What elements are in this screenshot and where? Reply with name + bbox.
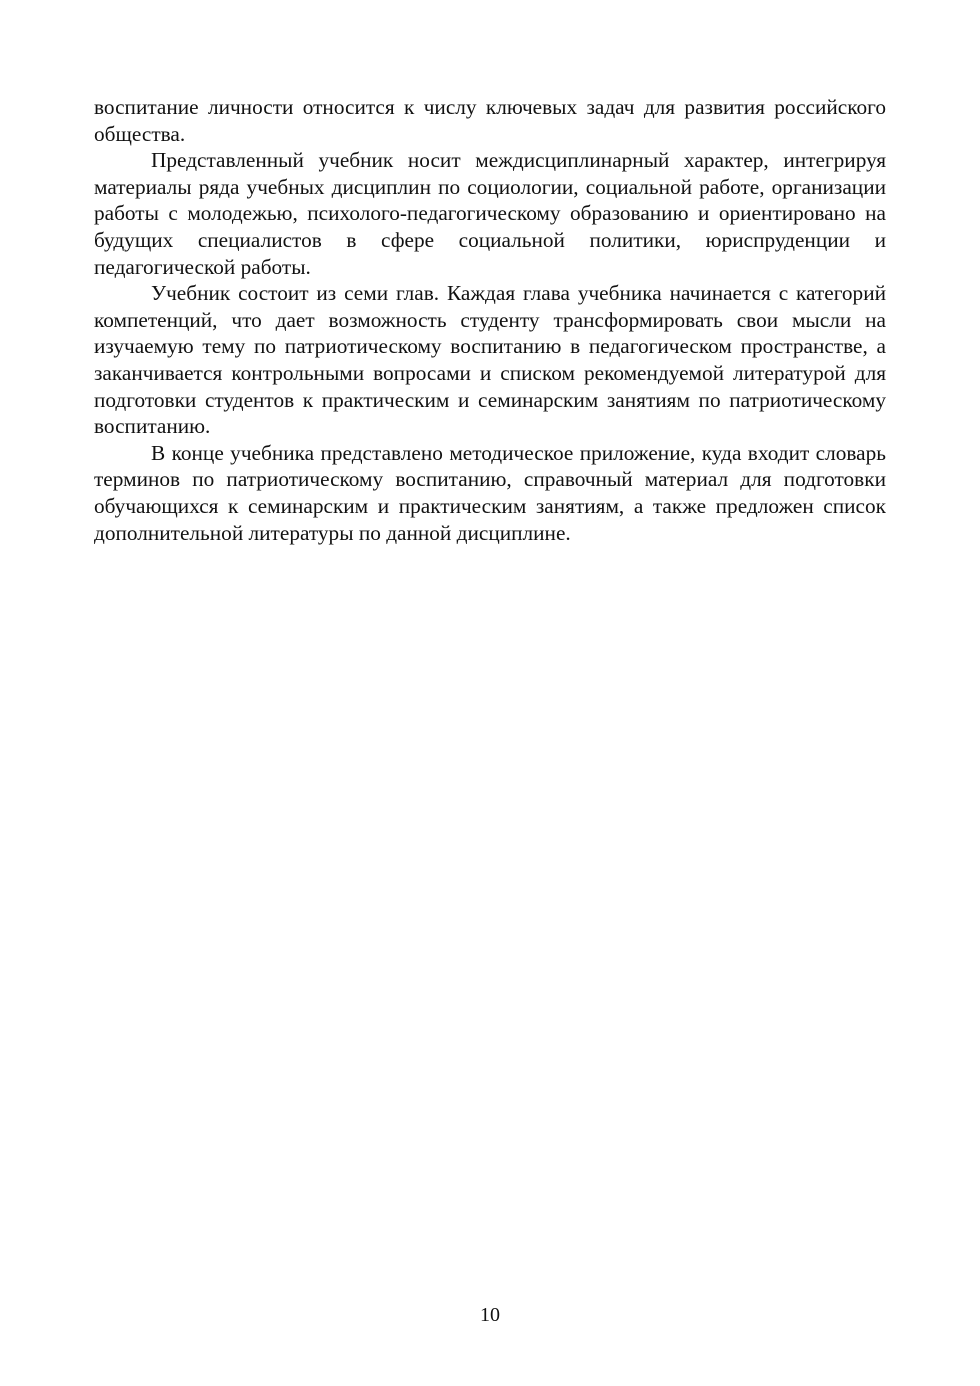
paragraph-interdisciplinary: Представленный учебник носит междисциплинарный характер, интегрируя материалы ряда учебных дисциплин по социологии, социальной работе, организации работы с молодежью, психолого-педагогическому образованию и ориентировано на будущих специалистов в сфере социальной политики, юриспруденции и педагогической работы. bbox=[94, 148, 886, 279]
page-number: 10 bbox=[480, 1304, 500, 1326]
paragraph-appendix: В конце учебника представлено методическое приложение, куда входит словарь терминов по патриотическому воспитанию, справочный материал для подготовки обучающихся к семинарским и практическим занятиям, а также предложен список дополнительной литературы по данной дисциплине. bbox=[94, 440, 886, 545]
body-text bbox=[94, 94, 886, 546]
paragraph-continuation: воспитание личности относится к числу ключевых задач для развития российского общества. bbox=[94, 95, 886, 146]
paragraph-structure: Учебник состоит из семи глав. Каждая глава учебника начинается с категорий компетенций, что дает возможность студенту трансформировать свои мысли на изучаемую тему по патриотическому воспитанию в педагогическом пространстве, а заканчивается контрольными вопросами и списком рекомендуемой литературой для подготовки студентов к практическим и семинарским занятиям по патриотическому воспитанию. bbox=[94, 281, 886, 439]
